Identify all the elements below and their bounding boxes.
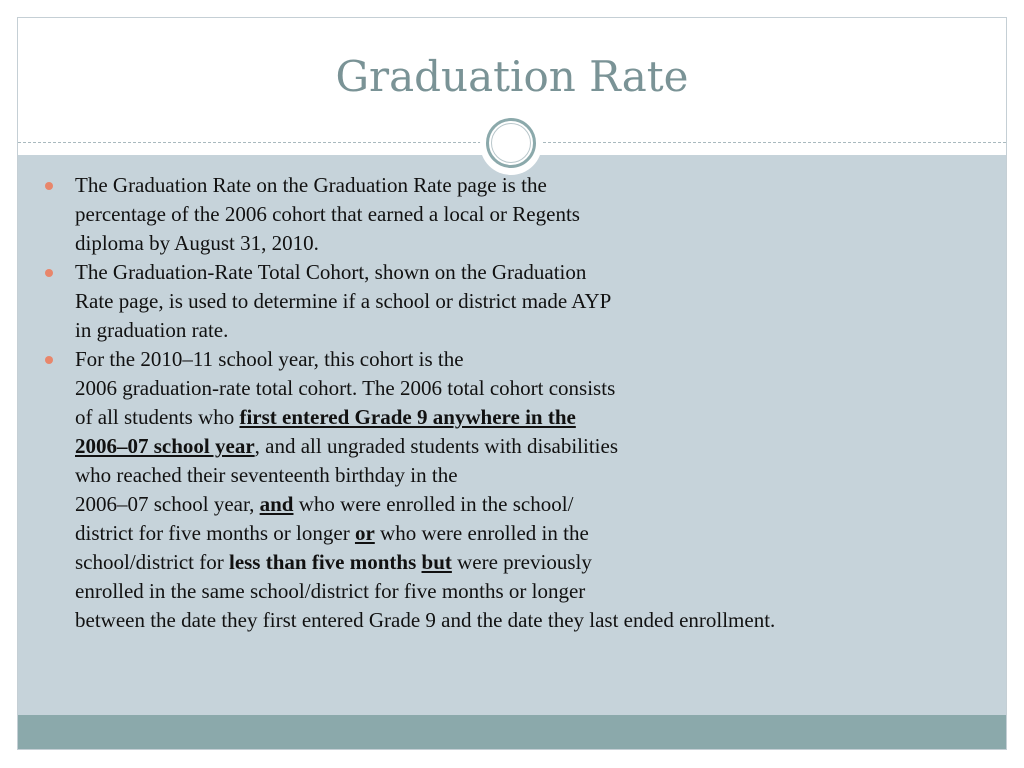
text-segment: school/district for	[75, 550, 229, 574]
text-line: The Graduation Rate on the Graduation Rate page is the	[75, 173, 547, 197]
text-segment: were previously	[451, 550, 592, 574]
text-segment: , and all ungraded students with disabilities	[254, 434, 619, 458]
bullet-dot	[45, 269, 53, 277]
bullet-item-total-cohort	[75, 258, 995, 345]
emphasis-first-entered: first entered Grade 9 anywhere in the	[239, 405, 576, 429]
slide-title: Graduation Rate	[335, 52, 689, 101]
text-line: 2006 graduation-rate total cohort. The 2006 total cohort consists	[75, 376, 616, 400]
bullet-dot	[45, 182, 53, 190]
emphasis-and: and	[259, 492, 294, 516]
ornament-inner-ring	[491, 123, 531, 163]
emphasis-less-than-five-months: less than five months	[228, 550, 417, 574]
text-segment: who were enrolled in the	[374, 521, 589, 545]
text-segment: who were enrolled in the school/	[293, 492, 574, 516]
text-line	[75, 519, 995, 548]
bottom-bar	[18, 715, 1006, 749]
text-line: Rate page, is used to determine if a school or district made AYP	[75, 289, 612, 313]
text-segment: of all students who	[75, 405, 240, 429]
text-segment: 2006–07 school year,	[75, 492, 260, 516]
emphasis-or: or	[354, 521, 375, 545]
emphasis-school-year: 2006–07 school year	[75, 434, 255, 458]
text-line: For the 2010–11 school year, this cohort is the	[75, 347, 464, 371]
text-line: diploma by August 31, 2010.	[75, 231, 319, 255]
text-line: in graduation rate.	[75, 318, 229, 342]
text-segment: district for five months or longer	[75, 521, 355, 545]
text-line: The Graduation-Rate Total Cohort, shown on the Graduation	[75, 260, 587, 284]
bullet-item-cohort-definition	[75, 345, 995, 635]
bullet-dot	[45, 356, 53, 364]
text-line	[75, 403, 995, 432]
text-line	[75, 432, 995, 461]
bullet-list	[75, 171, 995, 635]
text-line	[75, 490, 995, 519]
emphasis-but: but	[421, 550, 452, 574]
text-line: enrolled in the same school/district for five months or longer	[75, 579, 586, 603]
text-line	[75, 548, 995, 577]
text-line: percentage of the 2006 cohort that earned a local or Regents	[75, 202, 580, 226]
bullet-item-graduation-rate	[75, 171, 995, 258]
text-line: between the date they first entered Grade 9 and the date they last ended enrollment.	[75, 608, 776, 632]
text-line: who reached their seventeenth birthday in the	[75, 463, 458, 487]
